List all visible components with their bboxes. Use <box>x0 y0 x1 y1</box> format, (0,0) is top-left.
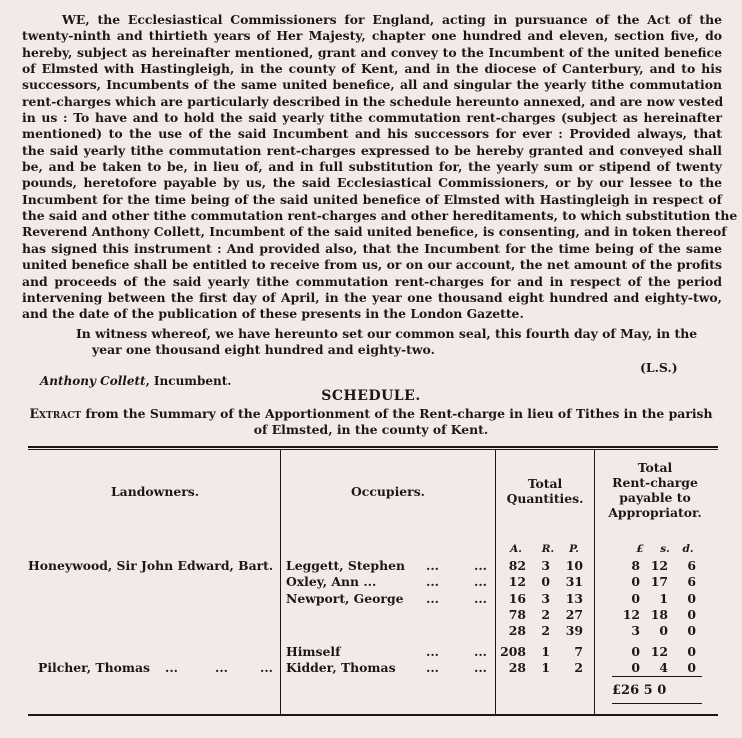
leader-dots: ... <box>474 643 487 659</box>
perches-value: 31 <box>565 574 583 590</box>
table-bottom-rule <box>28 714 718 716</box>
deed-paragraph <box>22 12 738 323</box>
deed-line: successors, Incumbents of the same united benefice, all and singular the yearly tithe commutation <box>22 77 722 93</box>
deed-line: of Elmsted with Hastingleigh, in the county of Kent, and in the diocese of Canterbury, and to his <box>22 61 722 77</box>
leader-dots: ... <box>426 643 439 659</box>
unit-roods: R. <box>541 543 555 555</box>
deed-line: Incumbent for the time being of the said united benefice of Elmsted with Hastingleigh in respect of <box>22 191 722 207</box>
pounds-value: 0 <box>631 659 640 675</box>
unit-acres: A. <box>510 543 522 555</box>
occupier-name: Himself <box>286 643 341 659</box>
deed-line: pounds, heretofore payable by us, the said Ecclesiastical Commissioners, or by our lessee to the <box>22 175 722 191</box>
header-rent-2: Rent-charge <box>612 475 698 490</box>
leader-dots: ... <box>474 659 487 675</box>
landowner-name: Honeywood, Sir John Edward, Bart. <box>28 558 274 573</box>
deed-line: hereby, subject as hereinafter mentioned, grant and convey to the Incumbent of the united benefice <box>22 44 722 60</box>
perches-value: 39 <box>565 623 583 639</box>
pounds-value: 0 <box>631 574 640 590</box>
header-quantities-2: Quantities. <box>506 491 584 506</box>
header-rent-3: payable to <box>619 490 691 505</box>
occupier-name: Kidder, Thomas <box>286 659 396 675</box>
deed-line: the said yearly tithe commutation rent-charges expressed to be hereby granted and conveyed shall <box>22 142 722 158</box>
signatory <box>40 374 231 388</box>
roods-value: 3 <box>541 590 550 606</box>
pounds-value: 0 <box>631 590 640 606</box>
total-rule-bottom <box>612 703 702 704</box>
unit-perches: P. <box>569 543 579 555</box>
leader-dots: ... <box>426 574 439 590</box>
leader-dots: ... <box>426 558 439 573</box>
pence-value: 6 <box>687 558 696 573</box>
shillings-value: 18 <box>650 606 668 622</box>
acres-value: 82 <box>508 558 526 573</box>
pence-value: 0 <box>687 590 696 606</box>
leader-dots: ... <box>215 659 228 675</box>
roods-value: 2 <box>541 606 550 622</box>
shillings-value: 0 <box>659 623 668 639</box>
pence-value: 0 <box>687 606 696 622</box>
occupier-name: Leggett, Stephen <box>286 558 405 573</box>
perches-value: 10 <box>565 558 583 573</box>
leader-dots: ... <box>426 659 439 675</box>
signatory-name: Anthony Collett <box>40 374 146 388</box>
acres-value: 28 <box>508 659 526 675</box>
deed-line: twenty-ninth and thirtieth years of Her Majesty, chapter one hundred and eleven, section five, do <box>22 28 722 44</box>
leader-dots: ... <box>474 590 487 606</box>
roods-value: 1 <box>541 659 550 675</box>
pounds-value: 12 <box>622 606 640 622</box>
leader-dots: ... <box>474 574 487 590</box>
pounds-value: 0 <box>631 643 640 659</box>
deed-line: and proceeds of the said yearly tithe commutation rent-charges for and in respect of the period <box>22 273 722 289</box>
pence-value: 0 <box>687 623 696 639</box>
pence-value: 0 <box>687 643 696 659</box>
table-top-rule-thin <box>28 449 718 450</box>
leader-dots: ... <box>260 659 273 675</box>
header-occupiers: Occupiers. <box>351 484 425 499</box>
pounds-value: 3 <box>631 623 640 639</box>
table-top-rule <box>28 446 718 448</box>
leader-dots: ... <box>426 590 439 606</box>
witness-line: year one thousand eight hundred and eighty-two. <box>92 342 435 358</box>
header-landowners: Landowners. <box>110 484 200 499</box>
unit-pounds: £ <box>636 543 644 555</box>
total-rule-top <box>612 676 702 677</box>
deed-line: united benefice shall be entitled to receive from us, or on our account, the net amount of the profits <box>22 257 722 273</box>
acres-value: 208 <box>500 643 526 659</box>
header-rent-1: Total <box>637 460 673 475</box>
shillings-value: 12 <box>650 558 668 573</box>
perches-value: 13 <box>565 590 583 606</box>
grand-total: £26 5 0 <box>612 683 667 698</box>
unit-pence: d. <box>682 543 694 555</box>
acres-value: 16 <box>508 590 526 606</box>
roods-value: 3 <box>541 558 550 573</box>
occupier-name: Oxley, Ann ... <box>286 574 377 590</box>
deed-line: mentioned) to the use of the said Incumbent and his successors for ever : Provided always, that <box>22 126 722 142</box>
header-rent-charge <box>595 460 715 520</box>
pence-value: 6 <box>687 574 696 590</box>
seal-mark: (L.S.) <box>640 360 678 375</box>
deed-line: in us : To have and to hold the said yearly tithe commutation rent-charges (subject as hereinafter <box>22 110 722 126</box>
perches-value: 27 <box>565 606 583 622</box>
leader-dots: ... <box>165 659 178 675</box>
header-rent-4: Appropriator. <box>608 505 702 520</box>
deed-line: WE, the Ecclesiastical Commissioners for England, acting in pursuance of the Act of the <box>62 12 722 27</box>
deed-line: the said and other tithe commutation rent-charges and other hereditaments, to which substitution the <box>22 208 738 224</box>
header-quantities-1: Total <box>527 476 563 491</box>
perches-value: 2 <box>574 659 583 675</box>
witness-line: In witness whereof, we have hereunto set our common seal, this fourth day of May, in the <box>76 326 698 341</box>
shillings-value: 12 <box>650 643 668 659</box>
leader-dots: ... <box>474 558 487 573</box>
witness-clause <box>52 326 722 359</box>
schedule-extract <box>10 406 732 438</box>
shillings-value: 17 <box>650 574 668 590</box>
extract-rest: from the Summary of the Apportionment of the Rent-charge in lieu of Tithes in the parish <box>81 406 713 421</box>
roods-value: 1 <box>541 643 550 659</box>
deed-line: be, and be taken to be, in lieu of, and in full substitution for, the yearly sum or stipend of twenty <box>22 159 722 175</box>
deed-line: has signed this instrument : And provided also, that the Incumbent for the time being of the same <box>22 240 722 256</box>
acres-value: 12 <box>508 574 526 590</box>
deed-line: rent-charges which are particularly described in the schedule hereunto annexed, and are now vested <box>22 93 724 109</box>
acres-value: 28 <box>508 623 526 639</box>
unit-shillings: s. <box>660 543 670 555</box>
acres-value: 78 <box>508 606 526 622</box>
extract-line2: of Elmsted, in the county of Kent. <box>253 422 489 437</box>
schedule-title: SCHEDULE. <box>321 388 421 404</box>
signatory-role: , Incumbent. <box>145 374 232 388</box>
deed-line: intervening between the first day of April, in the year one thousand eight hundred and eighty-two, <box>22 289 722 305</box>
occupier-name: Newport, George <box>286 590 404 606</box>
roods-value: 0 <box>541 574 550 590</box>
deed-line: Reverend Anthony Collett, Incumbent of the said united benefice, is consenting, and in token thereof <box>22 224 727 240</box>
shillings-value: 4 <box>659 659 668 675</box>
extract-lead: Extract <box>29 406 82 421</box>
landowner-name: Pilcher, Thomas <box>38 659 151 675</box>
pence-value: 0 <box>687 659 696 675</box>
roods-value: 2 <box>541 623 550 639</box>
perches-value: 7 <box>574 643 583 659</box>
pounds-value: 8 <box>631 558 640 573</box>
shillings-value: 1 <box>659 590 668 606</box>
deed-line: and the date of the publication of these presents in the London Gazette. <box>22 306 524 322</box>
header-quantities <box>496 476 594 506</box>
